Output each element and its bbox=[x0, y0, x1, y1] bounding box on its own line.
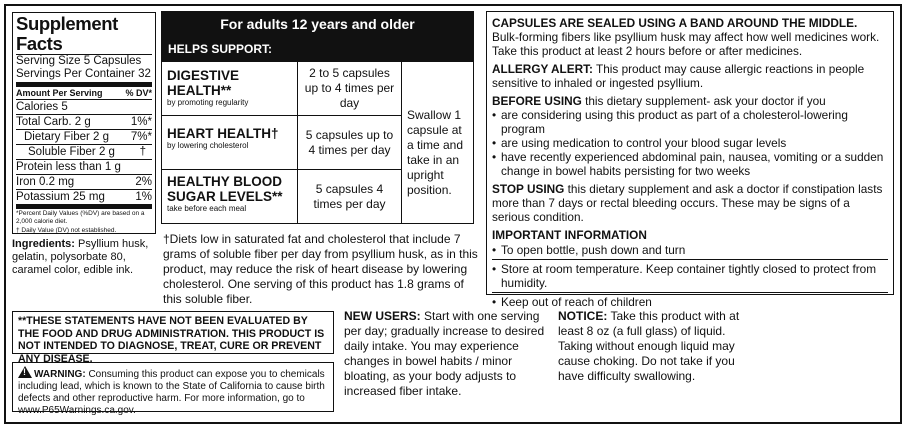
dv-header: % DV* bbox=[125, 88, 152, 98]
capsules-heading: CAPSULES ARE SEALED USING A BAND AROUND THE MIDDLE. bbox=[492, 16, 858, 30]
dv-not-established-note: † Daily Value (DV) not established. bbox=[16, 227, 117, 234]
benefit-dose: 5 capsules 4 times per day bbox=[298, 170, 402, 224]
facts-row: Protein less than 1 g bbox=[16, 159, 152, 174]
dv-footnote: *Percent Daily Values (%DV) are based on a 2,000 calorie diet. bbox=[16, 210, 145, 225]
before-using-label: BEFORE USING bbox=[492, 94, 582, 108]
new-users-label: NEW USERS: bbox=[344, 309, 421, 323]
benefit-title: DIGESTIVE HEALTH** bbox=[167, 68, 240, 98]
ingredients-label: Ingredients: bbox=[12, 238, 75, 250]
list-item: • Store at room temperature. Keep container tightly closed to protect from humidity. bbox=[492, 262, 888, 293]
stop-using-text: this dietary supplement and ask a doctor if constipation lasts more than 7 days or rectal bleeding occurs. These may be signs of a serious condition. bbox=[492, 182, 883, 224]
facts-row: Iron 0.2 mg 2% bbox=[16, 176, 152, 188]
list-item: • To open bottle, push down and turn bbox=[492, 243, 888, 260]
warning-label: WARNING: bbox=[34, 369, 86, 380]
important-info-label: IMPORTANT INFORMATION bbox=[492, 228, 647, 242]
allergy-text: This product may cause allergic reactions in people sensitive to inhaled or ingested psyllium. bbox=[492, 62, 865, 90]
facts-row: Soluble Fiber 2 g † bbox=[16, 144, 152, 159]
benefit-title: HEALTHY BLOOD SUGAR LEVELS** bbox=[167, 174, 283, 204]
ingredients bbox=[12, 238, 160, 277]
ingredients-text: Psyllium husk, gelatin, polysorbate 80, caramel color, edible ink. bbox=[12, 238, 149, 276]
benefit-subtitle: take before each meal bbox=[167, 204, 247, 213]
new-users-note bbox=[344, 309, 554, 399]
warning-triangle-icon: ! bbox=[18, 366, 32, 378]
notice-text: Take this product with at least 8 oz (a full glass) of liquid. Taking without enough liquid may cause choking. Do not take if you have difficulty swallowing. bbox=[558, 309, 740, 383]
amount-header: Amount Per Serving bbox=[16, 88, 103, 98]
before-using-text: this dietary supplement- ask your doctor if you bbox=[581, 94, 826, 108]
serving-size: Serving Size 5 Capsules bbox=[16, 55, 142, 67]
supplement-facts-panel bbox=[12, 12, 156, 234]
list-item: • are using medication to control your blood sugar levels bbox=[492, 136, 888, 150]
benefit-dose: 5 capsules up to 4 times per day bbox=[298, 116, 402, 169]
warning-text: Consuming this product can expose you to chemicals including lead, which is known to the State of California to cause birth defects and other reproductive harm. For more information, go to www.P65Warnings.ca.gov. bbox=[18, 369, 325, 416]
helps-support-label: HELPS SUPPORT: bbox=[168, 42, 273, 56]
benefit-title: HEART HEALTH† bbox=[167, 126, 279, 141]
list-item: • Keep out of reach of children bbox=[492, 295, 888, 311]
servings-per-container: Servings Per Container 32 bbox=[16, 68, 151, 80]
heart-health-claim: †Diets low in saturated fat and cholesterol that include 7 grams of soluble fiber per day from psyllium husk, as in this product, may reduce the risk of heart disease by lowering cholesterol. One serving of this product has 1.8 grams of this soluble fiber. bbox=[163, 232, 478, 306]
notice-note bbox=[558, 309, 758, 384]
swallow-instructions: Swallow 1 capsule at a time and take in an upright position. bbox=[407, 108, 464, 197]
dosage-row bbox=[162, 62, 402, 116]
fda-disclaimer: **THESE STATEMENTS HAVE NOT BEEN EVALUATED BY THE FOOD AND DRUG ADMINISTRATION. THIS PRODUCT IS NOT INTENDED TO DIAGNOSE, TREAT, CURE OR PREVENT ANY DISEASE. bbox=[12, 311, 334, 354]
list-item: • are considering using this product as part of a cholesterol-lowering program bbox=[492, 108, 888, 136]
supplement-facts-title: Supplement Facts bbox=[16, 13, 118, 54]
warnings-panel bbox=[486, 11, 894, 309]
allergy-label: ALLERGY ALERT: bbox=[492, 62, 593, 76]
stop-using-label: STOP USING bbox=[492, 182, 565, 196]
dosage-title: For adults 12 years and older bbox=[220, 16, 415, 32]
benefit-dose: 2 to 5 capsules up to 4 times per day bbox=[298, 62, 402, 115]
capsules-text: Bulk-forming fibers like psyllium husk may affect how well medicines work. Take this product at least 2 hours before or after medicines. bbox=[492, 30, 880, 58]
facts-row: Potassium 25 mg 1% bbox=[16, 189, 152, 209]
facts-row: Dietary Fiber 2 g 7%* bbox=[16, 129, 152, 144]
dosage-table bbox=[161, 11, 474, 224]
new-users-text: Start with one serving per day; gradually increase to desired daily intake. You may experience changes in bowel habits / minor bloating, as your body adjusts to increased fiber intake. bbox=[344, 309, 545, 398]
benefit-subtitle: by promoting regularity bbox=[167, 98, 249, 107]
notice-label: NOTICE: bbox=[558, 309, 608, 323]
prop65-warning bbox=[12, 362, 334, 416]
list-item: • have recently experienced abdominal pain, nausea, vomiting or a sudden change in bowel habits persisting for two weeks bbox=[492, 150, 888, 178]
dosage-table-header bbox=[162, 12, 473, 62]
benefit-subtitle: by lowering cholesterol bbox=[167, 141, 249, 150]
facts-row: Calories 5 bbox=[16, 99, 152, 114]
facts-header bbox=[16, 88, 152, 99]
dosage-row bbox=[162, 116, 402, 170]
facts-row: Total Carb. 2 g 1%* bbox=[16, 116, 152, 128]
dosage-row bbox=[162, 170, 402, 224]
